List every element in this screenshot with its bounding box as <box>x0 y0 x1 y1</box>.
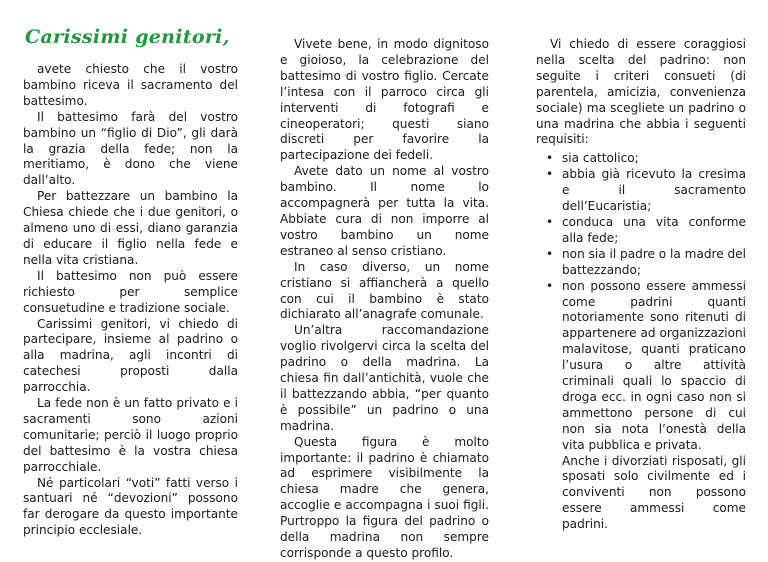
column-3 <box>536 37 746 533</box>
paragraph: Un’altra raccomandazione voglio rivolgervi circa la scelta del padrino o della madrina. La chiesa fin dall’antichità, vuole che il battezzando abbia, “per quanto è possibile” un padrino o una madrina. <box>280 323 489 433</box>
list-item: • non possono essere ammessi come padrini quanti notoriamente sono ritenuti di appartenere ad organizzazioni malavitose, quanti praticano l’usura o altre attività criminali quali lo spaccio di droga ecc. in ogni caso non si ammettono persone di cui non sia nota l’onestà della vita pubblica e privata. <box>562 279 746 454</box>
paragraph: Né particolari “voti” fatti verso i santuari né “devozioni” possono far derogare da questo importante principio ecclesiale. <box>23 475 238 538</box>
paragraph: Vi chiedo di essere coraggiosi nella scelta del padrino: non seguite i criteri consueti (di parentela, amicizia, convenienza sociale) ma scegliete un padrino o una madrina che abbia i seguenti requisiti: <box>536 37 746 147</box>
page-title: Carissimi genitori, <box>25 26 230 48</box>
column-1 <box>23 62 238 539</box>
list-item: • sia cattolico; <box>562 151 746 167</box>
list-item: • abbia già ricevuto la cresima e il sacramento dell’Eucaristia; <box>562 167 746 215</box>
paragraph: Carissimi genitori, vi chiedo di partecipare, insieme al padrino o alla madrina, agli incontri di catechesi proposti dalla parrocchia. <box>23 316 238 395</box>
paragraph: Questa figura è molto importante: il padrino è chiamato ad esprimere visibilmente la chiesa madre che genera, accoglie e accompagna i suoi figli. Purtroppo la figura del padrino o della madrina non sempre corrisponde a questo profilo. <box>280 434 489 560</box>
paragraph: avete chiesto che il vostro bambino riceva il sacramento del battesimo. <box>23 62 238 108</box>
column-2 <box>280 37 489 562</box>
list-item: • non sia il padre o la madre del battezzando; <box>562 247 746 279</box>
paragraph: La fede non è un fatto privato e i sacramenti sono azioni comunitarie; perciò il luogo proprio del battesimo è la vostra chiesa parrocchiale. <box>23 396 238 474</box>
paragraph: Vivete bene, in modo dignitoso e gioioso, la celebrazione del battesimo di vostro figlio. Cercate l’intesa con il parroco circa gli interventi di fotografi e cineoperatori; questi siano discreti per favorire la partecipazione dei fedeli. <box>280 37 489 163</box>
paragraph: Avete dato un nome al vostro bambino. Il nome lo accompagnerà per tutta la vita. Abbiate cura di non imporre al vostro bambino un nome estraneo al senso cristiano. <box>280 164 489 258</box>
paragraph: In caso diverso, un nome cristiano si affiancherà a quello con cui il bambino è stato dichiarato all’anagrafe comunale. <box>280 259 489 322</box>
requirements-list <box>536 151 746 453</box>
paragraph: Anche i divorziati risposati, gli sposati solo civilmente ed i conviventi non possono essere ammessi come padrini. <box>562 453 746 532</box>
paragraph: Il battesimo non può essere richiesto per semplice consuetudine e tradizione sociale. <box>23 268 238 315</box>
paragraph: Il battesimo farà del vostro bambino un “figlio di Dio”, gli darà la grazia della fede; non la meritiamo, è dono che viene dall’alto. <box>23 109 238 188</box>
list-item: • conduca una vita conforme alla fede; <box>562 215 746 247</box>
paragraph: Per battezzare un bambino la Chiesa chiede che i due genitori, o almeno uno di essi, diano garanzia di educare il figlio nella fede e nella vita cristiana. <box>23 189 238 267</box>
